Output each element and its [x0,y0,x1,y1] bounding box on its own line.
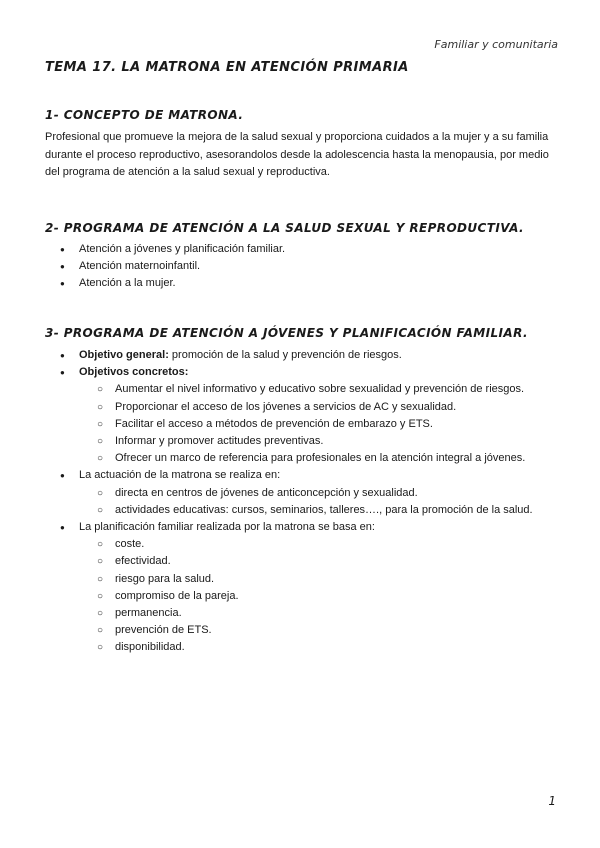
list-item: ○ coste. [45,536,533,553]
list-item: ○ permanencia. [45,605,533,622]
section-1-paragraph: Profesional que promueve la mejora de la salud sexual y proporciona cuidados a la mujer y a su familia durante el proceso reproductivo, asesorandolos desde la adolescencia hasta la menopausia, por medio del programa de atención a la salud sexual y reproductiva. [45,131,549,178]
planificacion-item: ● La planificación familiar realizada por la matrona se basa en: [45,519,533,536]
actuacion-item: ● La actuación de la matrona se realiza en: [45,467,533,484]
section-2-list [45,241,285,293]
list-item: ○ Ofrecer un marco de referencia para profesionales en la atención integral a jóvenes. [45,450,533,467]
list-item: ○ efectividad. [45,553,533,570]
list-item: ○ directa en centros de jóvenes de anticoncepción y sexualidad. [45,485,533,502]
list-item: ● Atención a la mujer. [45,275,285,292]
page-title: TEMA 17. LA MATRONA EN ATENCIÓN PRIMARIA [45,60,409,75]
section-3-heading: 3- PROGRAMA DE ATENCIÓN A JÓVENES Y PLANIFICACIÓN FAMILIAR. [45,326,528,340]
section-3-list [45,347,533,657]
list-item: ○ disponibilidad. [45,639,533,656]
section-1-heading: 1- CONCEPTO DE MATRONA. [45,108,244,122]
list-item: ● Atención maternoinfantil. [45,258,285,275]
objetivo-general-text: promoción de la salud y prevención de riesgos. [168,349,402,361]
list-item: ○ riesgo para la salud. [45,571,533,588]
list-item: ○ Proporcionar el acceso de los jóvenes a servicios de AC y sexualidad. [45,399,533,416]
section-2-heading: 2- PROGRAMA DE ATENCIÓN A LA SALUD SEXUAL Y REPRODUCTIVA. [45,221,524,235]
list-item: ○ Aumentar el nivel informativo y educativo sobre sexualidad y prevención de riesgos. [45,381,533,398]
objetivos-concretos-item [45,364,533,381]
list-item: ● Atención a jóvenes y planificación familiar. [45,241,285,258]
list-item: ○ Informar y promover actitudes preventivas. [45,433,533,450]
list-item: ○ Facilitar el acceso a métodos de prevención de embarazo y ETS. [45,416,533,433]
objetivo-general-label: Objetivo general: [79,349,169,361]
header-note: Familiar y comunitaria [434,38,558,51]
objetivo-general-item [45,347,533,364]
objetivos-concretos-label: Objetivos concretos: [79,366,189,379]
page-number: 1 [548,794,556,808]
list-item: ○ prevención de ETS. [45,622,533,639]
list-item: ○ actividades educativas: cursos, seminarios, talleres…., para la promoción de la salud. [45,502,533,519]
list-item: ○ compromiso de la pareja. [45,588,533,605]
